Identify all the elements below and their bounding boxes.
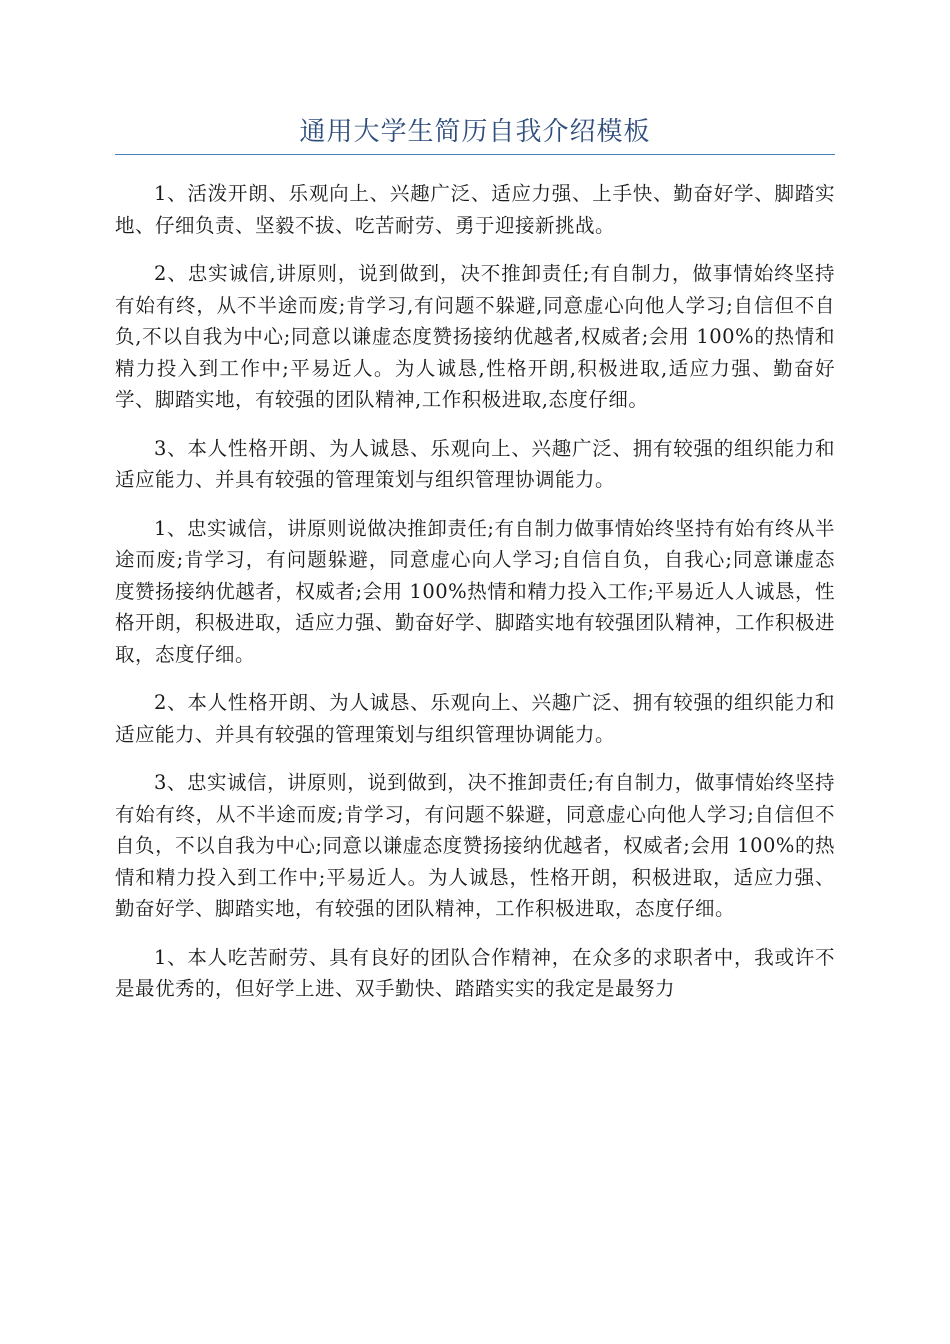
document-title: 通用大学生简历自我介绍模板	[299, 117, 651, 147]
paragraph: 2、本人性格开朗、为人诚恳、乐观向上、兴趣广泛、拥有较强的组织能力和适应能力、并具有较强的管理策划与组织管理协调能力。	[115, 691, 835, 746]
title-underline	[115, 154, 835, 155]
paragraph: 3、忠实诚信，讲原则，说到做到，决不推卸责任;有自制力，做事情始终坚持有始有终，从不半途而废;肯学习，有问题不躲避，同意虚心向他人学习;自信但不自负，不以自我为中心;同意以谦虚态度赞扬接纳优越者，权威者;会用 100%的热情和精力投入到工作中;平易近人。为人诚恳，性格开朗，积极进取，适应力强、勤奋好学、脚踏实地，有较强的团队精神，工作积极进取，态度仔细。	[115, 771, 835, 920]
paragraph: 1、忠实诚信，讲原则说做决推卸责任;有自制力做事情始终坚持有始有终从半途而废;肯学习，有问题躲避，同意虚心向人学习;自信自负，自我心;同意谦虚态度赞扬接纳优越者，权威者;会用 100%热情和精力投入工作;平易近人人诚恳，性格开朗，积极进取，适应力强、勤奋好学、脚踏实地有较强团队精神，工作积极进取，态度仔细。	[115, 516, 836, 666]
paragraph: 2、忠实诚信,讲原则，说到做到，决不推卸责任;有自制力，做事情始终坚持有始有终，从不半途而废;肯学习,有问题不躲避,同意虚心向他人学习;自信但不自负,不以自我为中心;同意以谦虚态度赞扬接纳优越者,权威者;会用 100%的热情和精力投入到工作中;平易近人。为人诚恳,性格开朗,积极进取,适应力强、勤奋好学、脚踏实地，有较强的团队精神,工作积极进取,态度仔细。	[115, 262, 835, 411]
document-body	[115, 178, 835, 1022]
paragraph: 1、活泼开朗、乐观向上、兴趣广泛、适应力强、上手快、勤奋好学、脚踏实地、仔细负责、坚毅不拔、吃苦耐劳、勇于迎接新挑战。	[115, 182, 835, 237]
paragraph: 3、本人性格开朗、为人诚恳、乐观向上、兴趣广泛、拥有较强的组织能力和适应能力、并具有较强的管理策划与组织管理协调能力。	[115, 436, 835, 491]
paragraph: 1、本人吃苦耐劳、具有良好的团队合作精神，在众多的求职者中，我或许不是最优秀的，但好学上进、双手勤快、踏踏实实的我定是最努力	[115, 945, 835, 1000]
